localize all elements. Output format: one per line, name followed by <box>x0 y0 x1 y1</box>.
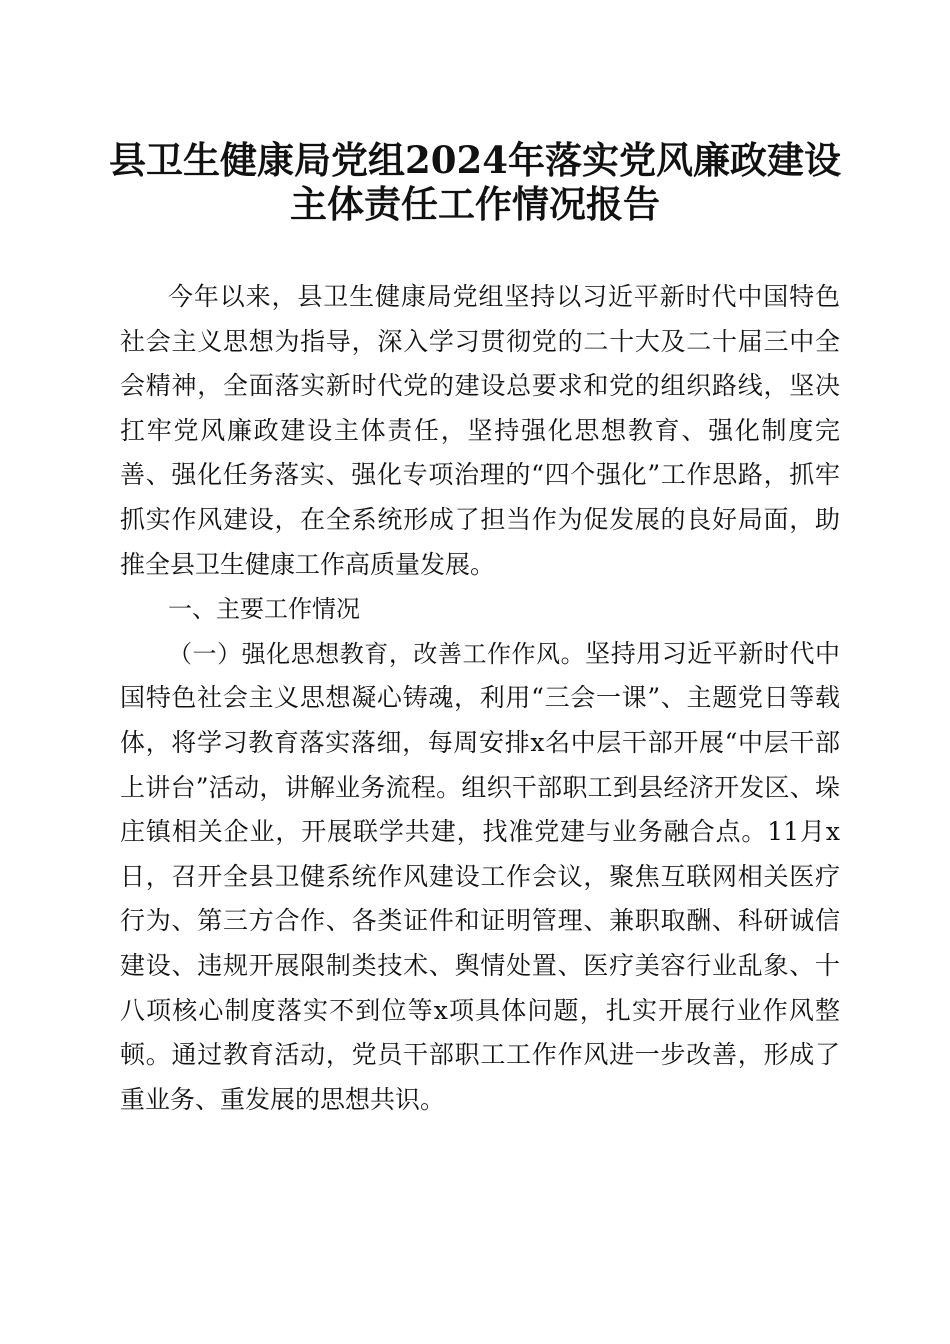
subsection-body-1: 坚持用习近平新时代中国特色社会主义思想凝心铸魂，利用“三会一课”、主题党日等载体，将学习教育落实落细，每周安排x名中层干部开展“中层干部上讲台”活动，讲解业务流程。组织干部职工到县经济开发区、垛庄镇相关企业，开展联学共建，找准党建与业务融合点。11月x日，召开全县卫健系统作风建设工作会议，聚焦互联网相关医疗行为、第三方合作、各类证件和证明管理、兼职取酬、科研诚信建设、违规开展限制类技术、舆情处置、医疗美容行业乱象、十八项核心制度落实不到位等x项具体问题，扎实开展行业作风整顿。通过教育活动，党员干部职工工作作风进一步改善，形成了重业务、重发展的思想共识。 <box>120 638 840 1114</box>
document-title-line-2: 主体责任工作情况报告 <box>290 182 660 226</box>
section-heading-main-work: 一、主要工作情况 <box>168 595 360 624</box>
subsection-lead-1: （一）强化思想教育，改善工作作风。 <box>168 639 586 668</box>
document-title-line-1: 县卫生健康局党组2024年落实党风廉政建设 <box>109 138 841 182</box>
document-body <box>120 275 840 1122</box>
subsection-paragraph-1 <box>120 632 840 1123</box>
intro-paragraph: 今年以来，县卫生健康局党组坚持以习近平新时代中国特色社会主义思想为指导，深入学习贯彻党的二十大及二十届三中全会精神，全面落实新时代党的建设总要求和党的组织路线，坚决扛牢党风廉政建设主体责任，坚持强化思想教育、强化制度完善、强化任务落实、强化专项治理的“四个强化”工作思路，抓牢抓实作风建设，在全系统形成了担当作为促发展的良好局面，助推全县卫生健康工作高质量发展。 <box>120 282 840 579</box>
